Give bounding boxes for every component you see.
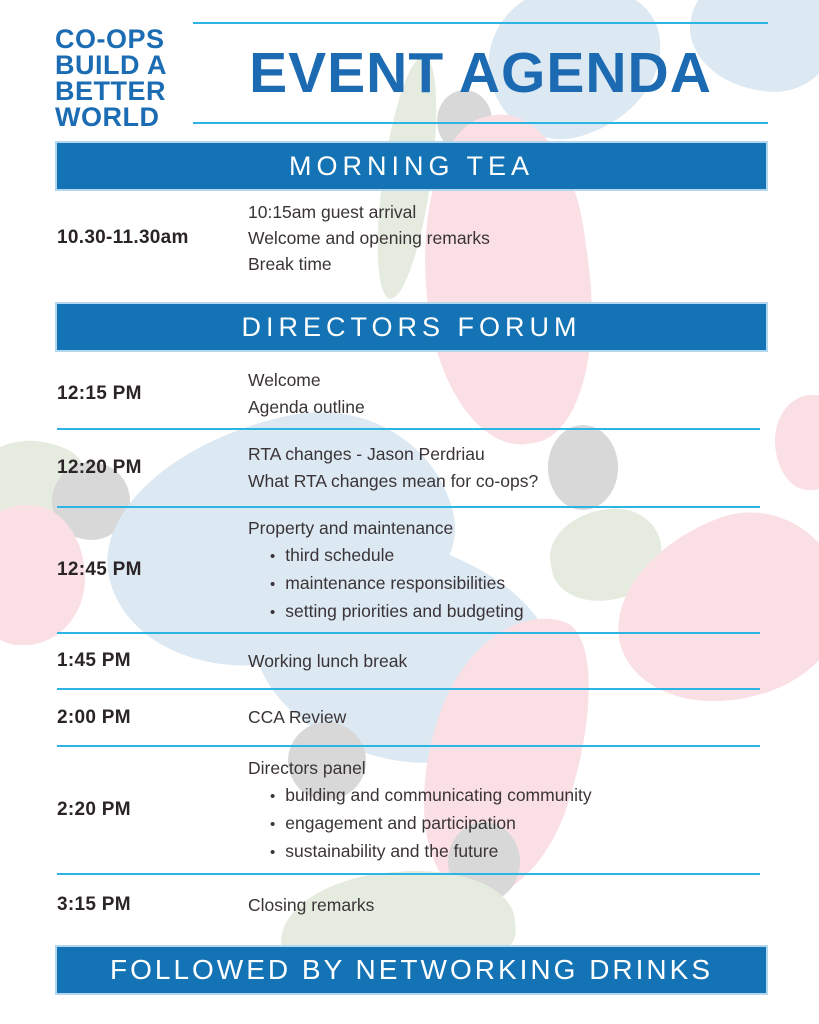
section-banner-morning-tea — [55, 141, 768, 191]
row-time: 2:20 PM — [57, 799, 131, 820]
footer-banner-label: FOLLOWED BY NETWORKING DRINKS — [110, 954, 713, 985]
row-line: What RTA changes mean for co-ops? — [248, 471, 539, 491]
coops-logo — [55, 26, 205, 130]
row-line: Property and maintenance — [248, 517, 454, 538]
page-title: EVENT AGENDA — [249, 41, 712, 105]
section-banner-directors-forum — [55, 302, 768, 352]
row-time: 10.30-11.30am — [57, 227, 189, 248]
agenda-row — [0, 690, 819, 745]
section-banner-label: DIRECTORS FORUM — [241, 311, 582, 342]
row-bullet-item: • building and communicating community — [248, 782, 819, 810]
row-content — [248, 755, 819, 866]
section-banner-label: MORNING TEA — [288, 150, 534, 181]
logo-line: WORLD — [55, 102, 160, 132]
row-line: Agenda outline — [248, 397, 365, 417]
agenda-row — [0, 634, 819, 688]
row-bullet-item: • third schedule — [248, 542, 819, 570]
row-line: RTA changes - Jason Perdriau — [248, 444, 485, 464]
agenda-row — [0, 747, 819, 873]
agenda-row — [0, 430, 819, 506]
page-title-frame — [193, 22, 768, 124]
row-content — [248, 515, 819, 626]
row-time: 2:00 PM — [57, 706, 131, 728]
agenda-row — [0, 196, 819, 280]
agenda-row — [0, 875, 819, 935]
row-line: CCA Review — [248, 707, 347, 727]
row-content — [248, 199, 819, 277]
row-content — [248, 892, 819, 919]
logo-line: BUILD A — [55, 50, 167, 80]
row-bullet-item: • engagement and participation — [248, 810, 819, 838]
agenda-row — [0, 508, 819, 632]
footer-banner — [55, 945, 768, 995]
row-time: 1:45 PM — [57, 650, 131, 671]
row-content — [248, 704, 819, 731]
row-content — [248, 648, 819, 675]
row-line: Directors panel — [248, 757, 366, 778]
row-time: 12:45 PM — [57, 559, 142, 580]
row-bullet-item: • setting priorities and budgeting — [248, 598, 819, 626]
row-time: 12:20 PM — [57, 457, 142, 478]
row-content — [248, 367, 819, 421]
row-line: Welcome and opening remarks — [248, 228, 490, 248]
row-line: Working lunch break — [248, 650, 408, 671]
row-content — [248, 441, 819, 495]
row-line: Closing remarks — [248, 894, 375, 915]
row-bullet-item: • maintenance responsibilities — [248, 570, 819, 598]
logo-line: BETTER — [55, 76, 166, 106]
agenda-row — [0, 360, 819, 428]
row-line: Welcome — [248, 370, 321, 390]
row-line: 10:15am guest arrival — [248, 202, 417, 222]
logo-line: CO-OPS — [55, 24, 165, 54]
row-time: 12:15 PM — [57, 383, 142, 404]
row-line: Break time — [248, 254, 332, 274]
row-time: 3:15 PM — [57, 894, 131, 915]
row-bullet-item: • sustainability and the future — [248, 838, 819, 866]
